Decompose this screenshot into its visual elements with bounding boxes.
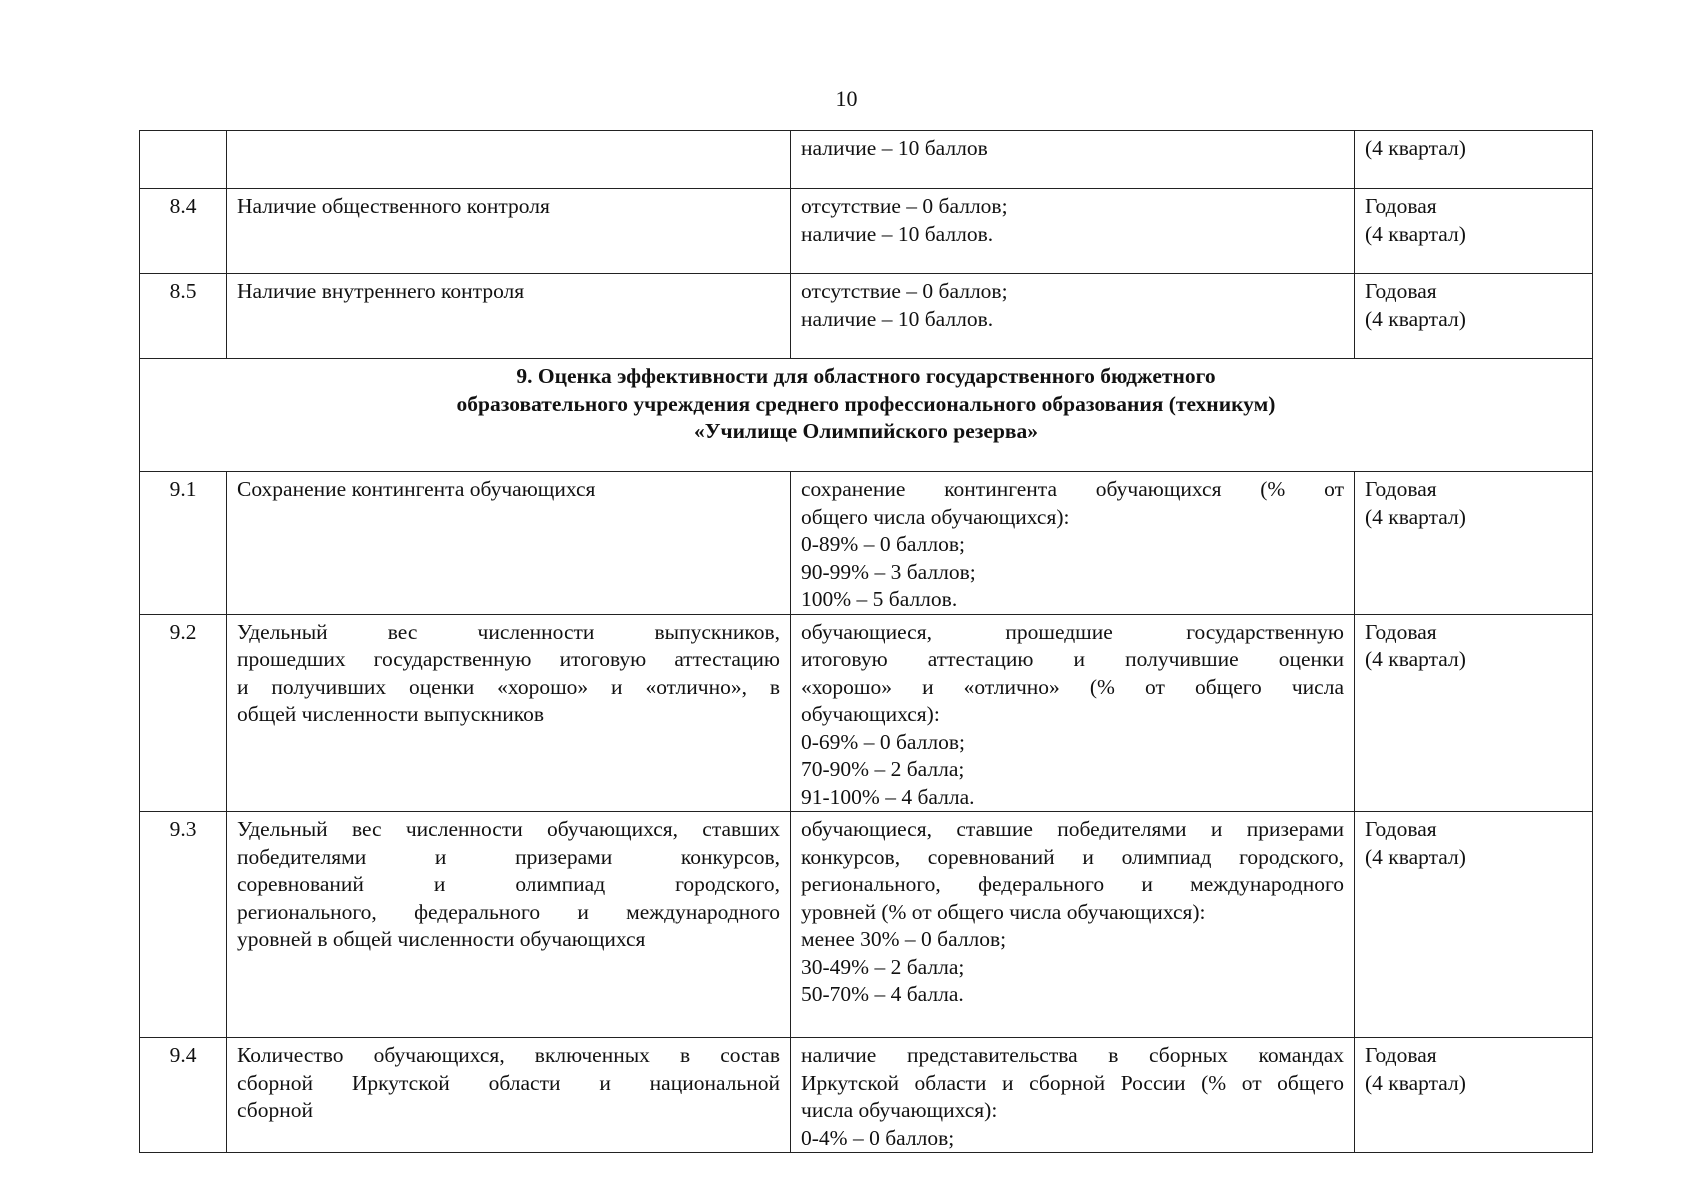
period-line: (4 квартал) — [1365, 306, 1466, 331]
section-heading-row — [140, 359, 1593, 472]
indicator-line: уровней в общей численности обучающихся — [237, 927, 646, 951]
criteria-line: уровней (% от общего числа обучающихся): — [801, 899, 1206, 924]
indicator-line: регионального, федерального и международного — [237, 899, 780, 924]
period-cell — [1355, 1038, 1593, 1153]
criteria-line: отсутствие – 0 баллов; — [801, 194, 1008, 218]
indicator-line: Сохранение контингента обучающихся — [237, 477, 596, 501]
period-line: Годовая — [1365, 194, 1437, 218]
criteria-line: Иркутской области и сборной России (% от общего — [801, 1070, 1344, 1095]
criteria-line: числа обучающихся): — [801, 1098, 998, 1122]
criteria-line: «хорошо» и «отлично» (% от общего числа — [801, 674, 1344, 699]
period-cell — [1355, 274, 1593, 359]
criteria-line: обучающиеся, ставшие победителями и призерами — [801, 817, 1344, 841]
criteria-line: 100% – 5 баллов. — [801, 587, 958, 611]
indicator-line: сборной Иркутской области и национальной — [237, 1070, 780, 1095]
row-number — [140, 131, 227, 189]
indicator-line: Удельный вес численности выпускников, — [237, 619, 780, 644]
indicator-cell — [227, 614, 791, 812]
criteria-line: наличие представительства в сборных командах — [801, 1043, 1344, 1067]
indicator-line: общей численности выпускников — [237, 702, 545, 726]
row-number: 9.4 — [140, 1038, 227, 1153]
section-heading-line: образовательного учреждения среднего профессионального образования (техникум) — [456, 391, 1276, 416]
criteria-line: отсутствие – 0 баллов; — [801, 279, 1008, 303]
table-row — [140, 472, 1593, 615]
criteria-line: сохранение контингента обучающихся (% от — [801, 477, 1344, 501]
indicator-line: прошедших государственную итоговую аттестацию — [237, 647, 780, 671]
row-number: 8.4 — [140, 189, 227, 274]
indicator-cell — [227, 472, 791, 615]
period-line: (4 квартал) — [1365, 1070, 1466, 1095]
table-row — [140, 1038, 1593, 1153]
criteria-line: 0-69% – 0 баллов; — [801, 729, 965, 754]
criteria-line: 0-4% – 0 баллов; — [801, 1125, 955, 1150]
indicator-cell — [227, 1038, 791, 1153]
criteria-line: наличие – 10 баллов. — [801, 221, 994, 246]
indicator-cell — [227, 189, 791, 274]
page-number: 10 — [835, 86, 858, 111]
indicator-line: сборной — [237, 1098, 314, 1122]
criteria-cell — [791, 614, 1355, 812]
criteria-line: общего числа обучающихся): — [801, 504, 1070, 529]
indicator-line: Наличие общественного контроля — [237, 194, 550, 218]
criteria-line: конкурсов, соревнований и олимпиад городского, — [801, 844, 1344, 869]
period-line: (4 квартал) — [1365, 221, 1466, 246]
indicator-line: и получивших оценки «хорошо» и «отлично», в — [237, 674, 780, 699]
criteria-line: 91-100% – 4 балла. — [801, 784, 975, 809]
criteria-cell — [791, 131, 1355, 189]
criteria-table — [139, 130, 1593, 1153]
criteria-line: 90-99% – 3 баллов; — [801, 559, 976, 584]
row-number: 8.5 — [140, 274, 227, 359]
row-number: 9.3 — [140, 812, 227, 1038]
criteria-line: регионального, федерального и международного — [801, 872, 1344, 896]
period-line: Годовая — [1365, 279, 1437, 303]
table-row — [140, 812, 1593, 1038]
period-line: (4 квартал) — [1365, 647, 1466, 671]
criteria-cell — [791, 472, 1355, 615]
criteria-line: наличие – 10 баллов — [801, 136, 988, 160]
row-number: 9.2 — [140, 614, 227, 812]
period-cell — [1355, 189, 1593, 274]
indicator-line: Удельный вес численности обучающихся, ставших — [237, 817, 780, 841]
period-line: (4 квартал) — [1365, 504, 1466, 529]
criteria-line: итоговую аттестацию и получившие оценки — [801, 647, 1344, 671]
period-line: Годовая — [1365, 817, 1437, 841]
table-row — [140, 131, 1593, 189]
section-heading-line: «Училище Олимпийского резерва» — [693, 419, 1039, 443]
indicator-line: победителями и призерами конкурсов, — [237, 844, 780, 869]
section-heading-line: 9. Оценка эффективности для областного государственного бюджетного — [516, 364, 1216, 388]
criteria-cell — [791, 1038, 1355, 1153]
indicator-cell — [227, 131, 791, 189]
criteria-line: обучающиеся, прошедшие государственную — [801, 619, 1344, 644]
criteria-line: 50-70% – 4 балла. — [801, 982, 964, 1006]
indicator-cell — [227, 812, 791, 1038]
criteria-line: обучающихся): — [801, 702, 940, 726]
section-heading — [140, 359, 1593, 472]
indicator-line: Количество обучающихся, включенных в состав — [237, 1043, 780, 1067]
criteria-cell — [791, 812, 1355, 1038]
criteria-line: 0-89% – 0 баллов; — [801, 532, 965, 556]
row-number: 9.1 — [140, 472, 227, 615]
table-row — [140, 274, 1593, 359]
criteria-line: 70-90% – 2 балла; — [801, 757, 965, 781]
period-cell — [1355, 812, 1593, 1038]
period-line: (4 квартал) — [1365, 136, 1466, 160]
period-line: Годовая — [1365, 619, 1437, 644]
table-row — [140, 189, 1593, 274]
period-line: Годовая — [1365, 477, 1437, 501]
period-cell — [1355, 131, 1593, 189]
criteria-cell — [791, 274, 1355, 359]
table-row — [140, 614, 1593, 812]
period-line: (4 квартал) — [1365, 844, 1466, 869]
criteria-cell — [791, 189, 1355, 274]
indicator-line: соревнований и олимпиад городского, — [237, 872, 780, 896]
criteria-line: 30-49% – 2 балла; — [801, 954, 965, 979]
criteria-line: наличие – 10 баллов. — [801, 306, 994, 331]
criteria-line: менее 30% – 0 баллов; — [801, 927, 1007, 951]
indicator-cell — [227, 274, 791, 359]
period-cell — [1355, 472, 1593, 615]
period-line: Годовая — [1365, 1043, 1437, 1067]
indicator-line: Наличие внутреннего контроля — [237, 279, 525, 303]
period-cell — [1355, 614, 1593, 812]
